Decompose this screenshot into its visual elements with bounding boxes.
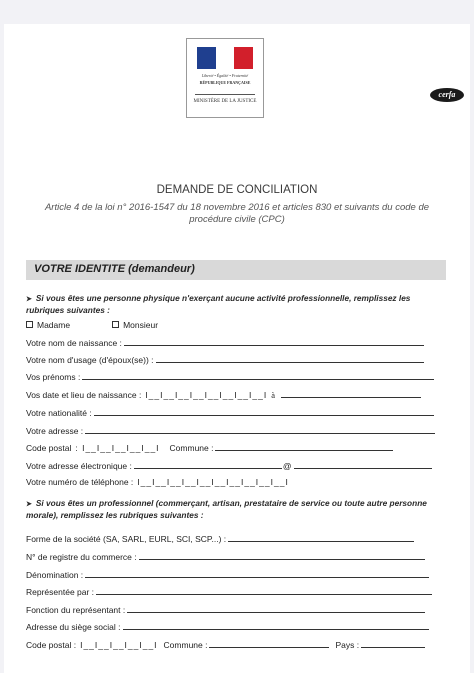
telephone-row: [26, 477, 289, 487]
professionnel-intro: ➤ Si vous êtes un professionnel (commerçant, artisan, prestataire de service ou toute autre personne morale), remplissez les rubriques suivantes :: [26, 498, 427, 520]
section-title: VOTRE IDENTITE (demandeur): [34, 263, 195, 275]
madame-checkbox[interactable]: [26, 321, 33, 328]
denomination-field[interactable]: [85, 569, 429, 578]
code-postal-row: [26, 442, 393, 453]
date-lieu-row: [26, 389, 421, 400]
pro-code-postal-label: Code postal :: [26, 640, 77, 650]
form-page: [4, 24, 470, 673]
nationalite-row: [26, 407, 434, 418]
registre-label: N° de registre du commerce :: [26, 552, 137, 562]
document-subtitle: Article 4 de la loi n° 2016-1547 du 18 novembre 2016 et articles 830 et suivants du code de procédure civile (CPC): [44, 202, 430, 225]
denomination-row: [26, 569, 429, 580]
fonction-row: [26, 604, 425, 615]
telephone-field[interactable]: I__I__I__I__I__I__I__I__I__I__I: [137, 477, 289, 487]
pro-commune-label: Commune :: [163, 640, 208, 650]
monsieur-label: Monsieur: [123, 320, 159, 330]
section-header: [26, 260, 446, 280]
telephone-label: Votre numéro de téléphone :: [26, 477, 134, 487]
monsieur-checkbox[interactable]: [112, 321, 119, 328]
forme-label: Forme de la société (SA, SARL, EURL, SCI, SCP...) :: [26, 534, 227, 544]
registre-field[interactable]: [139, 551, 425, 560]
pro-commune-field[interactable]: [209, 639, 329, 648]
representee-label: Représentée par :: [26, 587, 95, 597]
civility-row: [26, 320, 158, 330]
email-label: Votre adresse électronique :: [26, 461, 132, 471]
nationalite-field[interactable]: [94, 407, 434, 416]
email-local-field[interactable]: [134, 460, 282, 469]
lieu-naissance-field[interactable]: [281, 389, 421, 398]
prenoms-label: Vos prénoms :: [26, 372, 81, 382]
fonction-label: Fonction du représentant :: [26, 605, 126, 615]
physique-intro: ➤ Si vous êtes une personne physique n'exerçant aucune activité professionnelle, remplissez les rubriques suivantes :: [26, 293, 411, 315]
code-postal-field[interactable]: : I__I__I__I__I__I: [75, 443, 160, 453]
forme-field[interactable]: [228, 533, 414, 542]
logo-republique: RÉPUBLIQUE FRANÇAISE: [199, 80, 251, 85]
logo-motto: Liberté • Égalité • Fraternité: [201, 73, 249, 78]
adresse-field[interactable]: [85, 425, 435, 434]
at-sign: @: [282, 461, 292, 471]
email-row: [26, 460, 432, 471]
siege-label: Adresse du siège social :: [26, 622, 121, 632]
cerfa-logo: cerfa: [430, 88, 464, 102]
siege-row: [26, 621, 429, 632]
document-title: DEMANDE DE CONCILIATION: [156, 184, 318, 196]
representee-field[interactable]: [96, 586, 432, 595]
pays-field[interactable]: [361, 639, 425, 648]
arrow-icon: ➤: [26, 296, 32, 303]
nom-naissance-row: [26, 337, 424, 348]
email-domain-field[interactable]: [294, 460, 432, 469]
marianne-logo: [186, 38, 264, 118]
arrow-icon: ➤: [26, 501, 32, 508]
prenoms-field[interactable]: [82, 371, 434, 380]
nom-naissance-label: Votre nom de naissance :: [26, 338, 122, 348]
commune-label: Commune :: [169, 443, 214, 453]
logo-ministere: MINISTÈRE DE LA JUSTICE: [193, 99, 257, 104]
fonction-field[interactable]: [127, 604, 425, 613]
adresse-label: Votre adresse :: [26, 426, 84, 436]
madame-label: Madame: [37, 320, 71, 330]
nom-usage-label: Votre nom d'usage (d'époux(se)) :: [26, 355, 154, 365]
pro-code-postal-row: [26, 639, 425, 650]
registre-row: [26, 551, 425, 562]
pro-code-postal-field[interactable]: I__I__I__I__I__I: [80, 640, 158, 650]
logo-divider: [195, 94, 255, 95]
date-naissance-field[interactable]: I__I__I__I__I__I__I__I__I: [145, 390, 268, 400]
pays-label: Pays :: [335, 640, 360, 650]
siege-field[interactable]: [123, 621, 429, 630]
commune-field[interactable]: [215, 442, 393, 451]
nom-usage-field[interactable]: [156, 354, 424, 363]
code-postal-label: Code postal: [26, 443, 72, 453]
date-lieu-label: Vos date et lieu de naissance :: [26, 390, 142, 400]
representee-row: [26, 586, 432, 597]
prenoms-row: [26, 371, 434, 382]
nationalite-label: Votre nationalité :: [26, 408, 92, 418]
adresse-row: [26, 425, 435, 436]
denomination-label: Dénomination :: [26, 570, 84, 580]
nom-usage-row: [26, 354, 424, 365]
a-label: à: [271, 390, 275, 400]
forme-row: [26, 533, 414, 544]
tricolor-flag-icon: [197, 47, 253, 69]
nom-naissance-field[interactable]: [124, 337, 424, 346]
